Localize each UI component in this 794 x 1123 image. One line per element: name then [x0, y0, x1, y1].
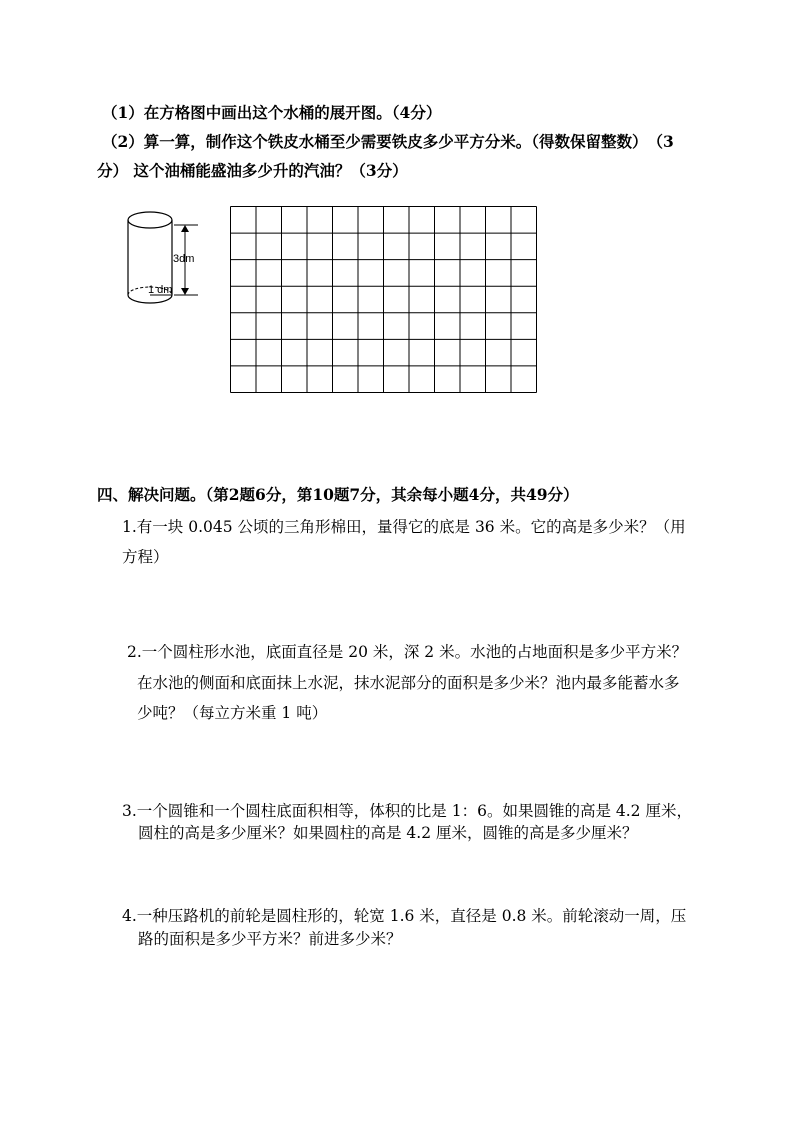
cylinder-figure	[118, 208, 228, 308]
diameter-label: 1 dm	[148, 284, 173, 296]
problem-4-line-1: 4.一种压路机的前轮是圆柱形的，轮宽 1.6 米，直径是 0.8 米。前轮滚动一周，压	[122, 907, 687, 925]
height-label: 3dm	[173, 253, 195, 265]
problem-3-line-2: 圆柱的高是多少厘米？如果圆柱的高是 4.2 厘米，圆锥的高是多少厘米？	[138, 824, 638, 842]
problem-1-line-2: 方程）	[122, 548, 169, 566]
problem-2-line-1: 2.一个圆柱形水池，底面直径是 20 米，深 2 米。水池的占地面积是多少平方米？	[127, 643, 688, 661]
problem-3-line-1: 3.一个圆锥和一个圆柱底面积相等，体积的比是 1：6。如果圆锥的高是 4.2 厘米，	[122, 802, 692, 820]
question-2-line-2: 分） 这个油桶能盛油多少升的汽油？（3分）	[97, 161, 408, 180]
problem-1-line-1: 1.有一块 0.045 公顷的三角形棉田，量得它的底是 36 米。它的高是多少米？（用	[122, 518, 686, 536]
problem-4-line-2: 路的面积是多少平方米？前进多少米？	[138, 930, 402, 948]
problem-2-line-2: 在水池的侧面和底面抹上水泥，抹水泥部分的面积是多少米？池内最多能蓄水多	[137, 674, 680, 692]
problem-2-line-3: 少吨？（每立方米重 1 吨）	[137, 704, 328, 722]
question-1: （1）在方格图中画出这个水桶的展开图。（4分）	[102, 103, 442, 122]
section-4-heading: 四、解决问题。（第2题6分，第10题7分，其余每小题4分，共49分）	[97, 485, 579, 504]
grid-paper	[229, 205, 539, 395]
question-2-line-1: （2）算一算，制作这个铁皮水桶至少需要铁皮多少平方分米。（得数保留整数） （3	[102, 132, 674, 151]
